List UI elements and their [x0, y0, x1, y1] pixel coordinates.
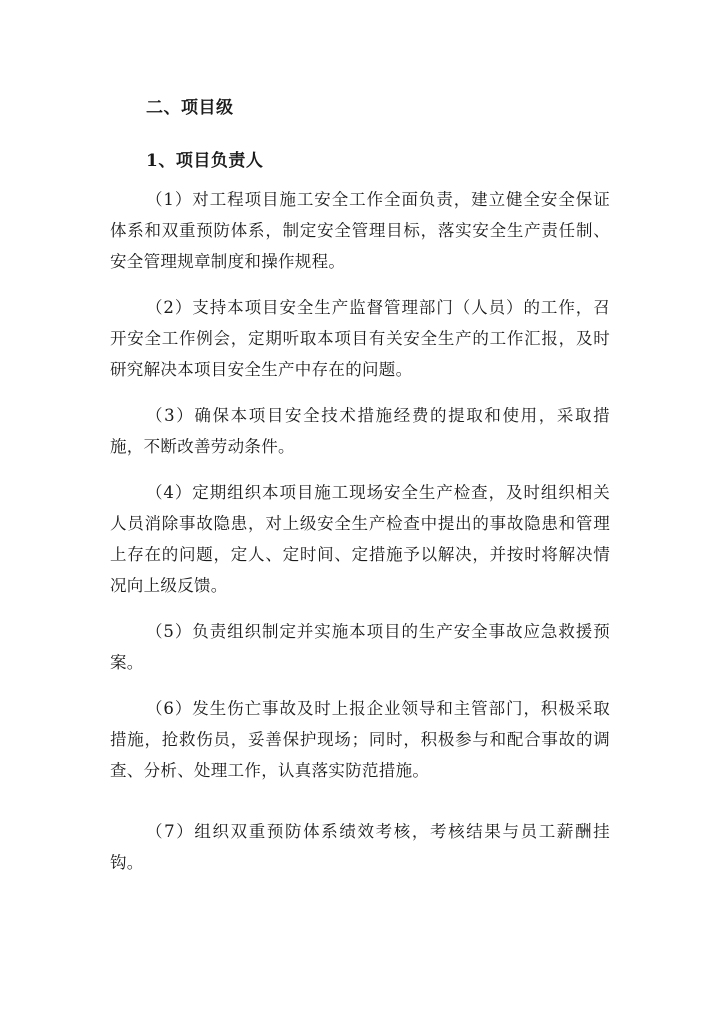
paragraph-5: （5）负责组织制定并实施本项目的生产安全事故应急救援预案。 — [110, 622, 610, 672]
subsection-title: 1、项目负责人 — [146, 151, 264, 171]
section-title: 二、项目级 — [146, 98, 234, 118]
paragraph-7: （7）组织双重预防体系绩效考核，考核结果与员工薪酬挂钩。 — [110, 822, 610, 872]
paragraph-6: （6）发生伤亡事故及时上报企业领导和主管部门，积极采取措施，抢救伤员，妥善保护现场；同时，积极参与和配合事故的调查、分析、处理工作，认真落实防范措施。 — [110, 699, 610, 780]
paragraph-3: （3）确保本项目安全技术措施经费的提取和使用，采取措施，不断改善劳动条件。 — [110, 406, 610, 456]
paragraph-4: （4）定期组织本项目施工现场安全生产检查，及时组织相关人员消除事故隐患，对上级安全生产检查中提出的事故隐患和管理上存在的问题，定人、定时间、定措施予以解决，并按时将解决情况向上级反馈。 — [110, 483, 610, 595]
paragraph-2: （2）支持本项目安全生产监督管理部门（人员）的工作，召开安全工作例会，定期听取本项目有关安全生产的工作汇报，及时研究解决本项目安全生产中存在的问题。 — [110, 298, 610, 379]
paragraph-1: （1）对工程项目施工安全工作全面负责，建立健全安全保证体系和双重预防体系，制定安全管理目标，落实安全生产责任制、安全管理规章制度和操作规程。 — [110, 190, 610, 271]
